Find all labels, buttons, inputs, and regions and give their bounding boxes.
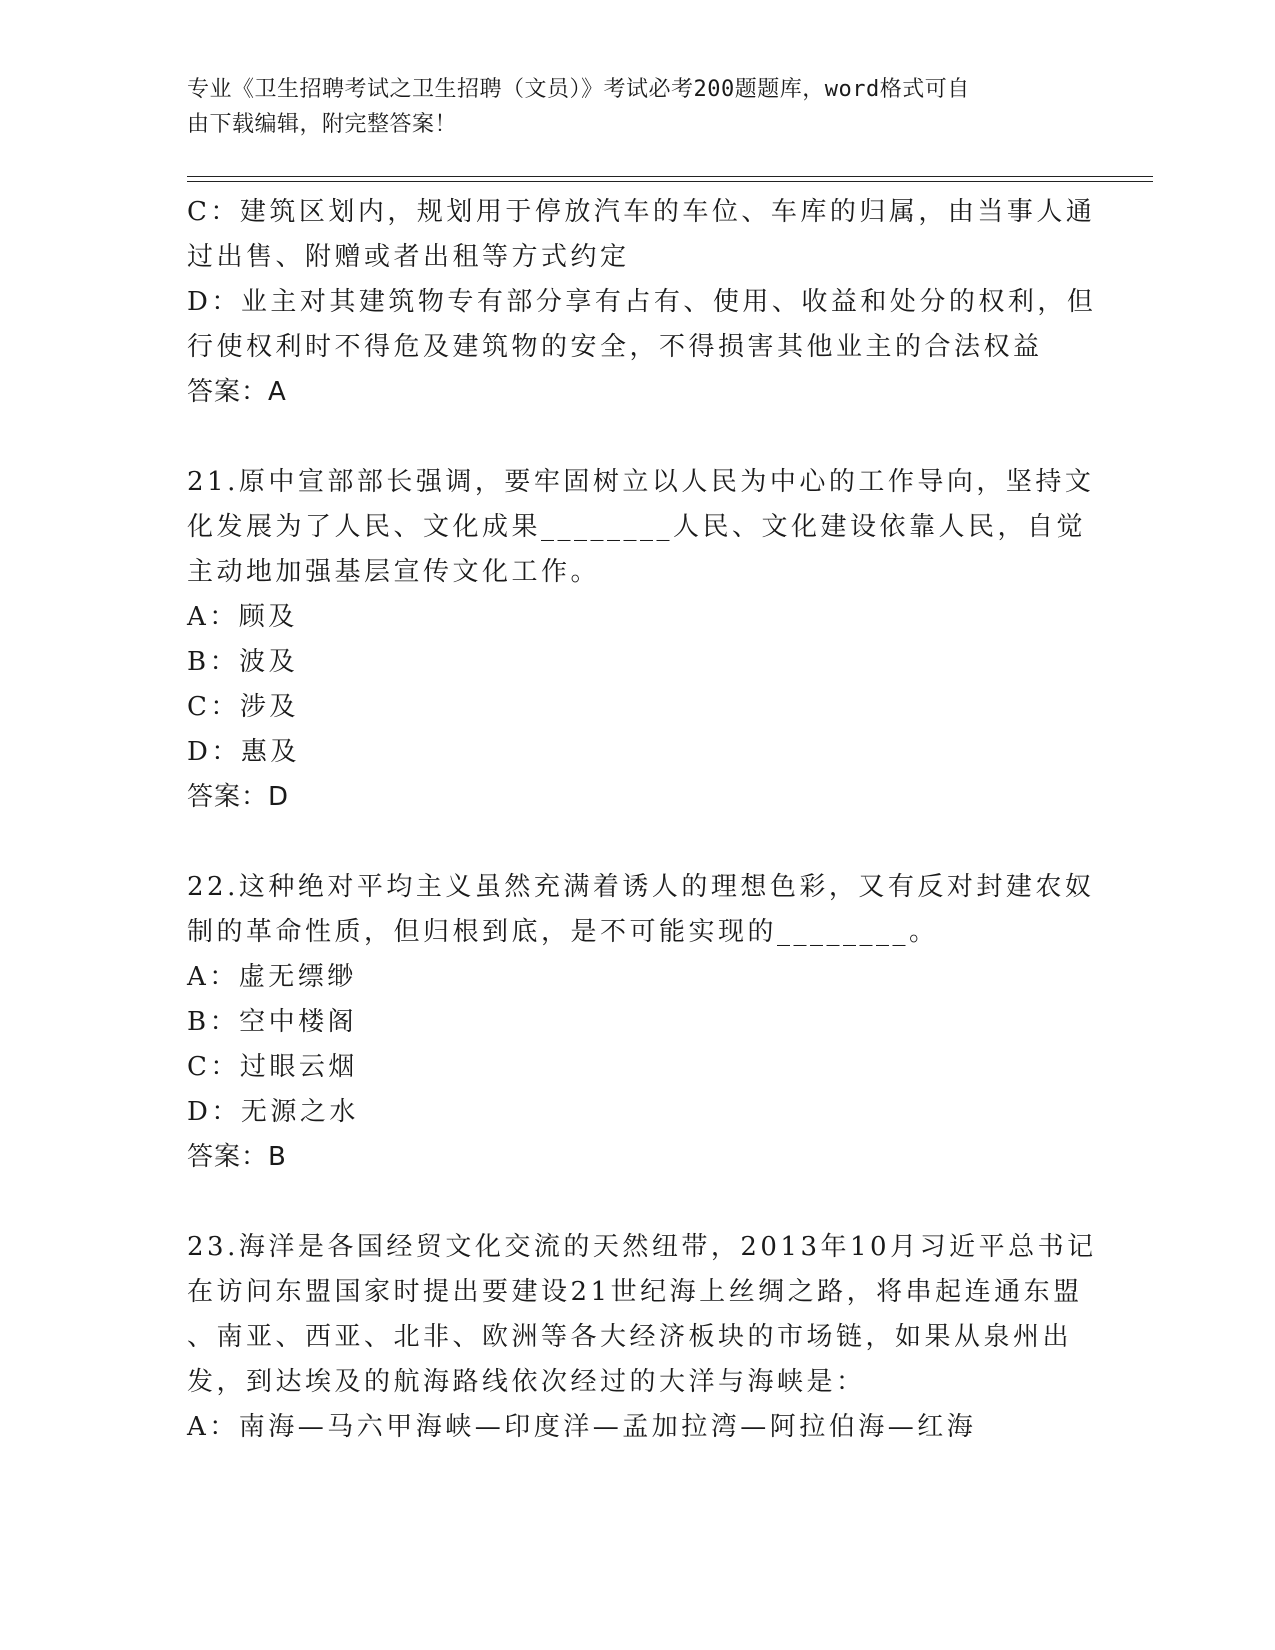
question-22: [187, 865, 1095, 1180]
option-c: C：建筑区划内，规划用于停放汽车的车位、车库的归属，由当事人通: [187, 197, 1096, 227]
header-rule-bottom: [187, 181, 1153, 182]
question-stem: 发，到达埃及的航海路线依次经过的大洋与海峡是：: [187, 1367, 866, 1397]
question-23: [187, 1225, 1097, 1450]
question-prev: [187, 190, 1097, 415]
question-list: [187, 190, 1097, 1450]
question-stem: 21.原中宣部部长强调，要牢固树立以人民为中心的工作导向，坚持文: [187, 467, 1095, 497]
answer: 答案：A: [187, 377, 287, 407]
option-c: C：涉及: [187, 692, 299, 722]
option-d: D：无源之水: [187, 1097, 359, 1127]
option-d: D：惠及: [187, 737, 300, 767]
option-c: C：过眼云烟: [187, 1052, 358, 1082]
question-stem: 制的革命性质，但归根到底，是不可能实现的________。: [187, 917, 939, 947]
question-stem: 22.这种绝对平均主义虽然充满着诱人的理想色彩，又有反对封建农奴: [187, 872, 1095, 902]
document-header: [187, 72, 1067, 142]
option-a: A：南海—马六甲海峡—印度洋—孟加拉湾—阿拉伯海—红海: [187, 1412, 977, 1442]
option-a: A：顾及: [187, 602, 298, 632]
answer: 答案：B: [187, 1142, 287, 1172]
option-c-cont: 过出售、附赠或者出租等方式约定: [187, 242, 630, 272]
question-21: [187, 460, 1095, 820]
question-stem: 在访问东盟国家时提出要建设21世纪海上丝绸之路，将串起连通东盟: [187, 1277, 1083, 1307]
header-line: 由下载编辑，附完整答案！: [187, 112, 458, 137]
option-d-cont: 行使权利时不得危及建筑物的安全，不得损害其他业主的合法权益: [187, 332, 1043, 362]
header-line: 专业《卫生招聘考试之卫生招聘（文员）》考试必考200题题库，word格式可自: [187, 77, 970, 102]
question-stem: 23.海洋是各国经贸文化交流的天然纽带，2013年10月习近平总书记: [187, 1232, 1097, 1262]
header-rule-top: [187, 176, 1153, 177]
question-stem: 、南亚、西亚、北非、欧洲等各大经济板块的市场链，如果从泉州出: [187, 1322, 1073, 1352]
option-a: A：虚无缥缈: [187, 962, 357, 992]
option-b: B：波及: [187, 647, 299, 677]
option-b: B：空中楼阁: [187, 1007, 358, 1037]
question-stem: 主动地加强基层宣传文化工作。: [187, 557, 601, 587]
question-stem: 化发展为了人民、文化成果________人民、文化建设依靠人民，自觉: [187, 512, 1087, 542]
option-d: D：业主对其建筑物专有部分享有占有、使用、收益和处分的权利，但: [187, 287, 1097, 317]
answer: 答案：D: [187, 782, 290, 812]
